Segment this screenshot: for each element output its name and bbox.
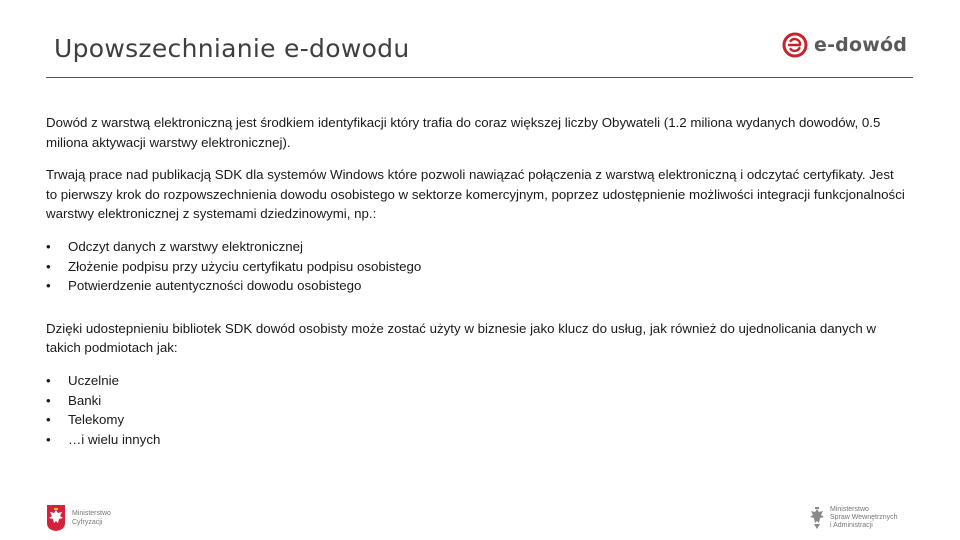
eagle-emblem-icon — [808, 506, 826, 530]
ministry-name-line: i Administracji — [830, 522, 873, 529]
ministry-name-line: Ministerstwo — [72, 510, 111, 517]
list-item-text: Odczyt danych z warstwy elektronicznej — [68, 238, 304, 254]
list-item-text: Uczelnie — [68, 372, 119, 388]
ministry-interior-logo — [808, 506, 898, 530]
bullet-icon: • — [46, 258, 51, 274]
bullet-icon: • — [46, 412, 51, 428]
list-item — [46, 371, 906, 391]
ministry-interior-text — [830, 506, 898, 530]
list-item — [46, 237, 906, 257]
ministry-name-line: Spraw Wewnętrznych — [830, 514, 898, 521]
bullet-icon: • — [46, 392, 51, 408]
entities-list — [46, 371, 906, 449]
bullet-icon: • — [46, 278, 51, 294]
bullet-icon: • — [46, 431, 51, 447]
paragraph-intro: Dowód z warstwą elektroniczną jest środkiem identyfikacji który trafia do coraz większej liczby Obywateli (1.2 miliona wydanych dowodów, 0.5 miliona aktywacji warstwy elektronicznej). — [46, 115, 881, 150]
polish-eagle-emblem-icon — [46, 504, 66, 532]
list-item-text: Telekomy — [68, 412, 125, 428]
list-item — [46, 430, 906, 450]
list-item-text: Złożenie podpisu przy użyciu certyfikatu podpisu osobistego — [68, 258, 422, 274]
page-title: Upowszechnianie e-dowodu — [54, 34, 410, 63]
title-divider — [46, 77, 913, 78]
paragraph-sdk: Trwają prace nad publikacją SDK dla systemów Windows które pozwoli nawiązać połączenia z warstwą elektroniczną i odczytać certyfikaty. Jest to pierwszy krok do rozpowszechnienia dowodu osobistego w sektorze komercyjnym, poprzez udostępnienie możliwości integracji funkcjonalności warstwy elektronicznej z systemami dziedzinowymi, np.: — [46, 167, 905, 222]
list-item — [46, 410, 906, 430]
bullet-icon: • — [46, 372, 51, 388]
ministry-name-line: Cyfryzacji — [72, 519, 103, 526]
bullet-icon: • — [46, 238, 51, 254]
list-item-text: Banki — [68, 392, 102, 408]
ministry-digital-affairs-logo — [46, 504, 111, 532]
sdk-features-list — [46, 237, 906, 296]
slide-content — [46, 113, 906, 449]
edowod-logo — [782, 31, 907, 59]
ministry-digital-affairs-text — [72, 509, 111, 527]
list-item — [46, 391, 906, 411]
list-item — [46, 276, 906, 296]
paragraph-business: Dzięki udostepnieniu bibliotek SDK dowód osobisty może zostać użyty w biznesie jako klucz do usług, jak również do ujednolicania danych w takich podmiotach jak: — [46, 320, 877, 356]
edowod-logo-text: e-dowód — [814, 34, 908, 56]
list-item-text: Potwierdzenie autentyczności dowodu osobistego — [68, 278, 362, 294]
edowod-logo-icon — [782, 32, 808, 58]
list-item — [46, 257, 906, 277]
ministry-name-line: Ministerstwo — [830, 506, 869, 513]
list-item-text: …i wielu innych — [68, 431, 161, 447]
